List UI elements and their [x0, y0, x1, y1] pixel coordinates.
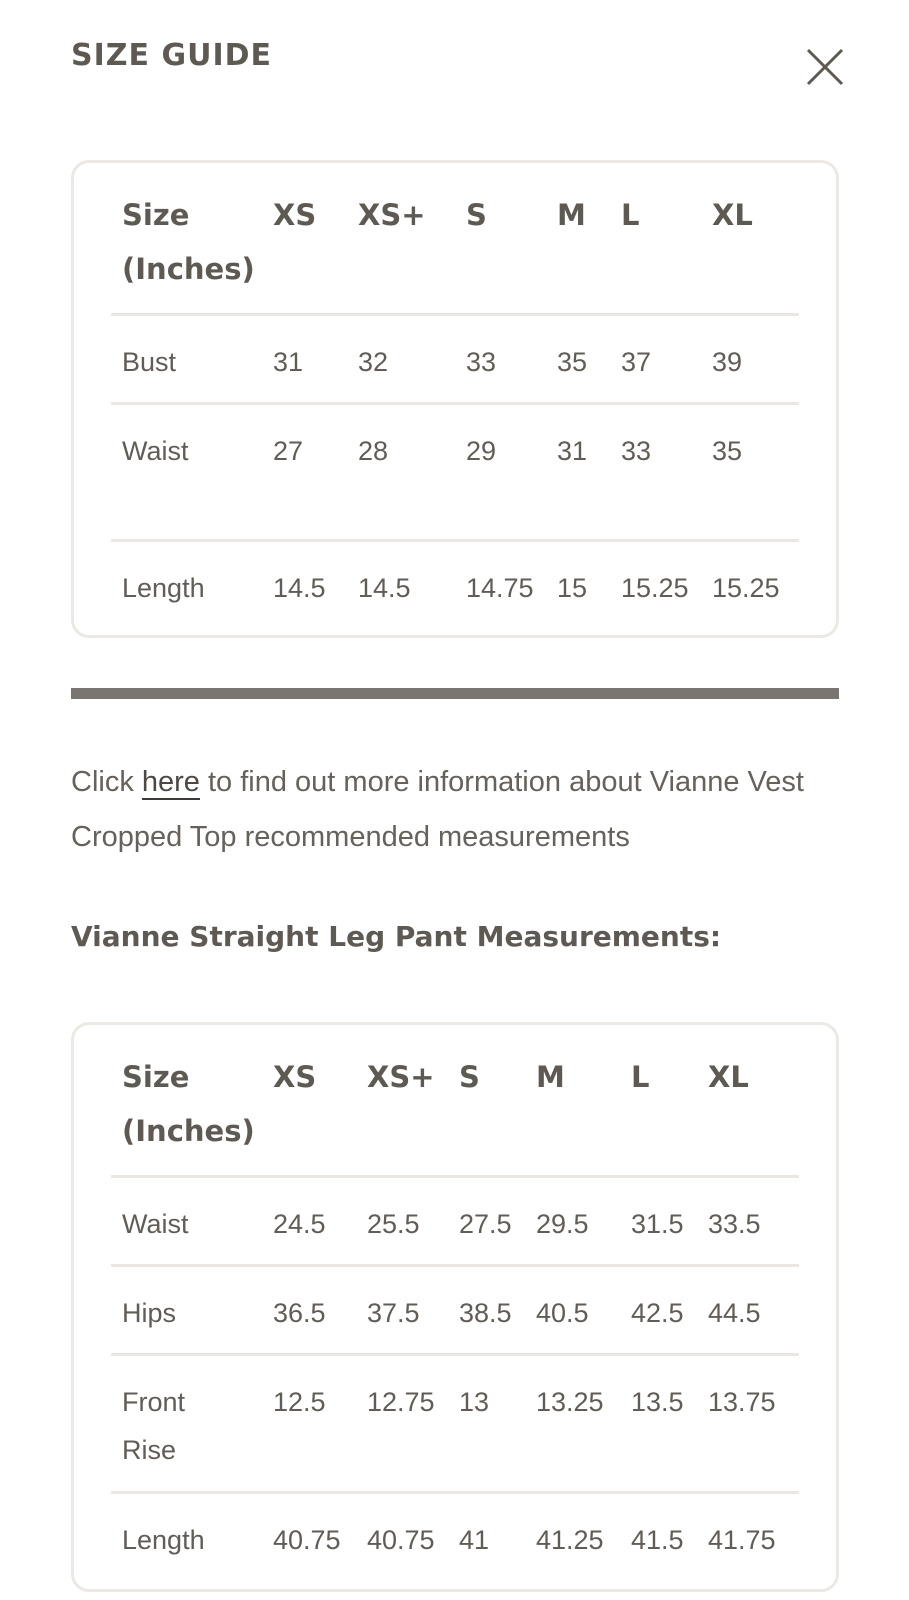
row-divider: [111, 1264, 799, 1267]
header-xs-plus: XS+: [358, 198, 426, 232]
row-label: Length: [122, 573, 205, 603]
table-cell: 44.5: [708, 1298, 761, 1328]
table-cell: 12.75: [367, 1387, 435, 1417]
table-cell: 27: [273, 436, 304, 466]
measurement-info-text: [71, 755, 861, 865]
table-cell: 37: [621, 347, 652, 377]
table-cell: 15.25: [712, 573, 780, 603]
header-s: S: [459, 1060, 480, 1094]
info-suffix: to find out more information about Vianne Vest Cropped Top recommended measurements: [71, 766, 804, 853]
table-cell: 13: [459, 1387, 490, 1417]
table-cell: 15.25: [621, 573, 689, 603]
table-cell: 35: [557, 347, 588, 377]
table-cell: 14.5: [273, 573, 326, 603]
table-cell: 27.5: [459, 1209, 512, 1239]
table-cell: 29.5: [536, 1209, 589, 1239]
row-divider: [111, 1175, 799, 1178]
table-cell: 41.75: [708, 1525, 776, 1555]
table-cell: 14.75: [466, 573, 534, 603]
table-cell: 35: [712, 436, 743, 466]
row-label: Waist: [122, 436, 189, 466]
row-divider: [111, 402, 799, 405]
table-cell: 41.5: [631, 1525, 684, 1555]
table-cell: 37.5: [367, 1298, 420, 1328]
row-label: Hips: [122, 1298, 177, 1328]
header-xl: XL: [712, 198, 753, 232]
vest-size-table: [71, 160, 839, 638]
here-link[interactable]: here: [141, 766, 200, 798]
table-cell: 31.5: [631, 1209, 684, 1239]
header-size-label: Size (Inches): [122, 198, 255, 286]
table-cell: 36.5: [273, 1298, 326, 1328]
table-cell: 12.5: [273, 1387, 326, 1417]
table-cell: 33.5: [708, 1209, 761, 1239]
row-divider: [111, 313, 799, 316]
row-divider: [111, 1491, 799, 1494]
table-cell: 33: [466, 347, 497, 377]
table-cell: 24.5: [273, 1209, 326, 1239]
table-cell: 13.75: [708, 1387, 776, 1417]
table-cell: 13.25: [536, 1387, 604, 1417]
table-cell: 41.25: [536, 1525, 604, 1555]
row-label: Waist: [122, 1209, 189, 1239]
table-cell: 33: [621, 436, 652, 466]
header-m: M: [536, 1060, 565, 1094]
table-cell: 15: [557, 573, 588, 603]
table-cell: 40.75: [273, 1525, 341, 1555]
table-cell: 31: [557, 436, 588, 466]
table-cell: 28: [358, 436, 389, 466]
table-cell: 14.5: [358, 573, 411, 603]
table-cell: 31: [273, 347, 304, 377]
close-button[interactable]: [803, 45, 847, 89]
header-m: M: [557, 198, 586, 232]
row-label: Front Rise: [122, 1387, 186, 1465]
table-cell: 29: [466, 436, 497, 466]
table-cell: 40.75: [367, 1525, 435, 1555]
header-xl: XL: [708, 1060, 749, 1094]
row-divider: [111, 1353, 799, 1356]
header-s: S: [466, 198, 487, 232]
header-xs: XS: [273, 1060, 317, 1094]
table-cell: 41: [459, 1525, 490, 1555]
row-divider: [111, 539, 799, 542]
table-cell: 38.5: [459, 1298, 512, 1328]
pants-section-heading: Vianne Straight Leg Pant Measurements:: [71, 920, 722, 953]
table-cell: 42.5: [631, 1298, 684, 1328]
close-icon[interactable]: [803, 45, 847, 89]
header-xs-plus: XS+: [367, 1060, 435, 1094]
header-l: L: [631, 1060, 650, 1094]
table-cell: 13.5: [631, 1387, 684, 1417]
table-cell: 40.5: [536, 1298, 589, 1328]
table-cell: 25.5: [367, 1209, 420, 1239]
row-label: Bust: [122, 347, 177, 377]
header-l: L: [621, 198, 640, 232]
header-xs: XS: [273, 198, 317, 232]
page-title: SIZE GUIDE: [71, 38, 273, 73]
info-prefix: Click: [71, 766, 142, 798]
table-cell: 32: [358, 347, 389, 377]
header-size-label: Size (Inches): [122, 1060, 255, 1148]
row-label: Length: [122, 1525, 205, 1555]
pants-size-table: [71, 1022, 839, 1592]
section-divider: [71, 688, 839, 699]
table-cell: 39: [712, 347, 743, 377]
